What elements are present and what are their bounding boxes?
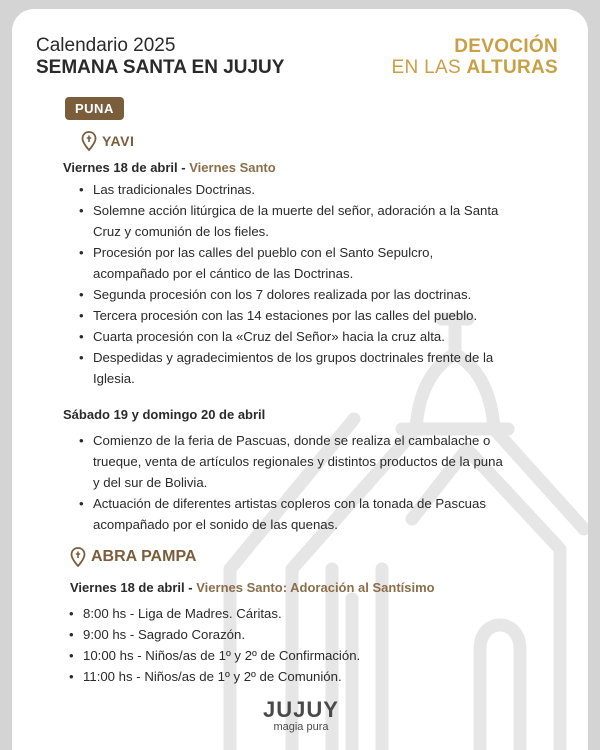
activity-list [79,179,498,389]
list-item: • 8:00 hs - Liga de Madres. Cáritas. [69,603,360,624]
schedule-list [69,603,360,687]
slogan-line-2 [392,57,558,78]
list-item: • Comienzo de la feria de Pascuas, donde se realiza el cambalache o [79,430,503,451]
logo-tagline: magia pura [273,721,329,733]
day-observance: Viernes Santo [189,160,276,175]
slogan-prefix: EN LAS [391,57,461,78]
day-heading [63,407,265,422]
list-item-continuation: y del sur de Bolivia. [93,475,208,490]
location-pin-cross-icon [81,131,97,151]
region-badge: PUNA [65,97,124,120]
list-item: • 10:00 hs - Niños/as de 1º y 2º de Confirmación. [69,645,360,666]
day-date: Sábado 19 y domingo 20 de abril [63,407,266,422]
list-item: • 9:00 hs - Sagrado Corazón. [69,624,360,645]
day-heading [63,160,276,175]
activity-list [79,430,503,535]
jujuy-logo [256,699,346,734]
list-item: • Solemne acción litúrgica de la muerte del señor, adoración a la Santa [79,200,498,221]
calendar-title: Calendario 2025 [36,35,176,56]
location-pin-cross-icon [70,547,86,567]
slogan-emphasis: ALTURAS [466,57,558,78]
list-item-continuation: acompañado por el cántico de las Doctrinas. [93,266,354,281]
location-heading-abra-pampa [70,547,196,567]
slogan-line-1: DEVOCIÓN [454,36,558,57]
list-item-continuation: trueque, venta de artículos regionales y distintos productos de la puna [93,454,503,469]
day-heading [70,580,435,595]
list-item: • Procesión por las calles del pueblo con el Santo Sepulcro, [79,242,498,263]
location-name: YAVI [102,133,135,149]
day-date: Viernes 18 de abril [63,160,178,175]
logo-wordmark: JUJUY [263,697,339,722]
location-name: ABRA PAMPA [91,548,197,565]
calendar-card [12,9,588,750]
list-item: • Las tradicionales Doctrinas. [79,179,498,200]
list-item-continuation: Iglesia. [93,371,135,386]
list-item: • 11:00 hs - Niños/as de 1º y 2º de Comunión. [69,666,360,687]
list-item: • Cuarta procesión con la «Cruz del Señor» hacia la cruz alta. [79,326,498,347]
list-item: • Despedidas y agradecimientos de los grupos doctrinales frente de la [79,347,498,368]
list-item: • Actuación de diferentes artistas copleros con la tonada de Pascuas [79,493,503,514]
day-observance: Viernes Santo: Adoración al Santísimo [196,580,435,595]
slogan [392,36,558,78]
list-item-continuation: acompañado por el sonido de las quenas. [93,517,338,532]
day-date: Viernes 18 de abril [70,580,185,595]
list-item-continuation: Cruz y comunión de los fieles. [93,224,269,239]
calendar-subtitle: SEMANA SANTA EN JUJUY [36,57,285,78]
list-item: • Tercera procesión con las 14 estaciones por las calles del pueblo. [79,305,498,326]
list-item: • Segunda procesión con los 7 dolores realizada por las doctrinas. [79,284,498,305]
day-separator: - [184,580,197,595]
day-separator: - [177,160,190,175]
location-heading-yavi [81,131,134,151]
